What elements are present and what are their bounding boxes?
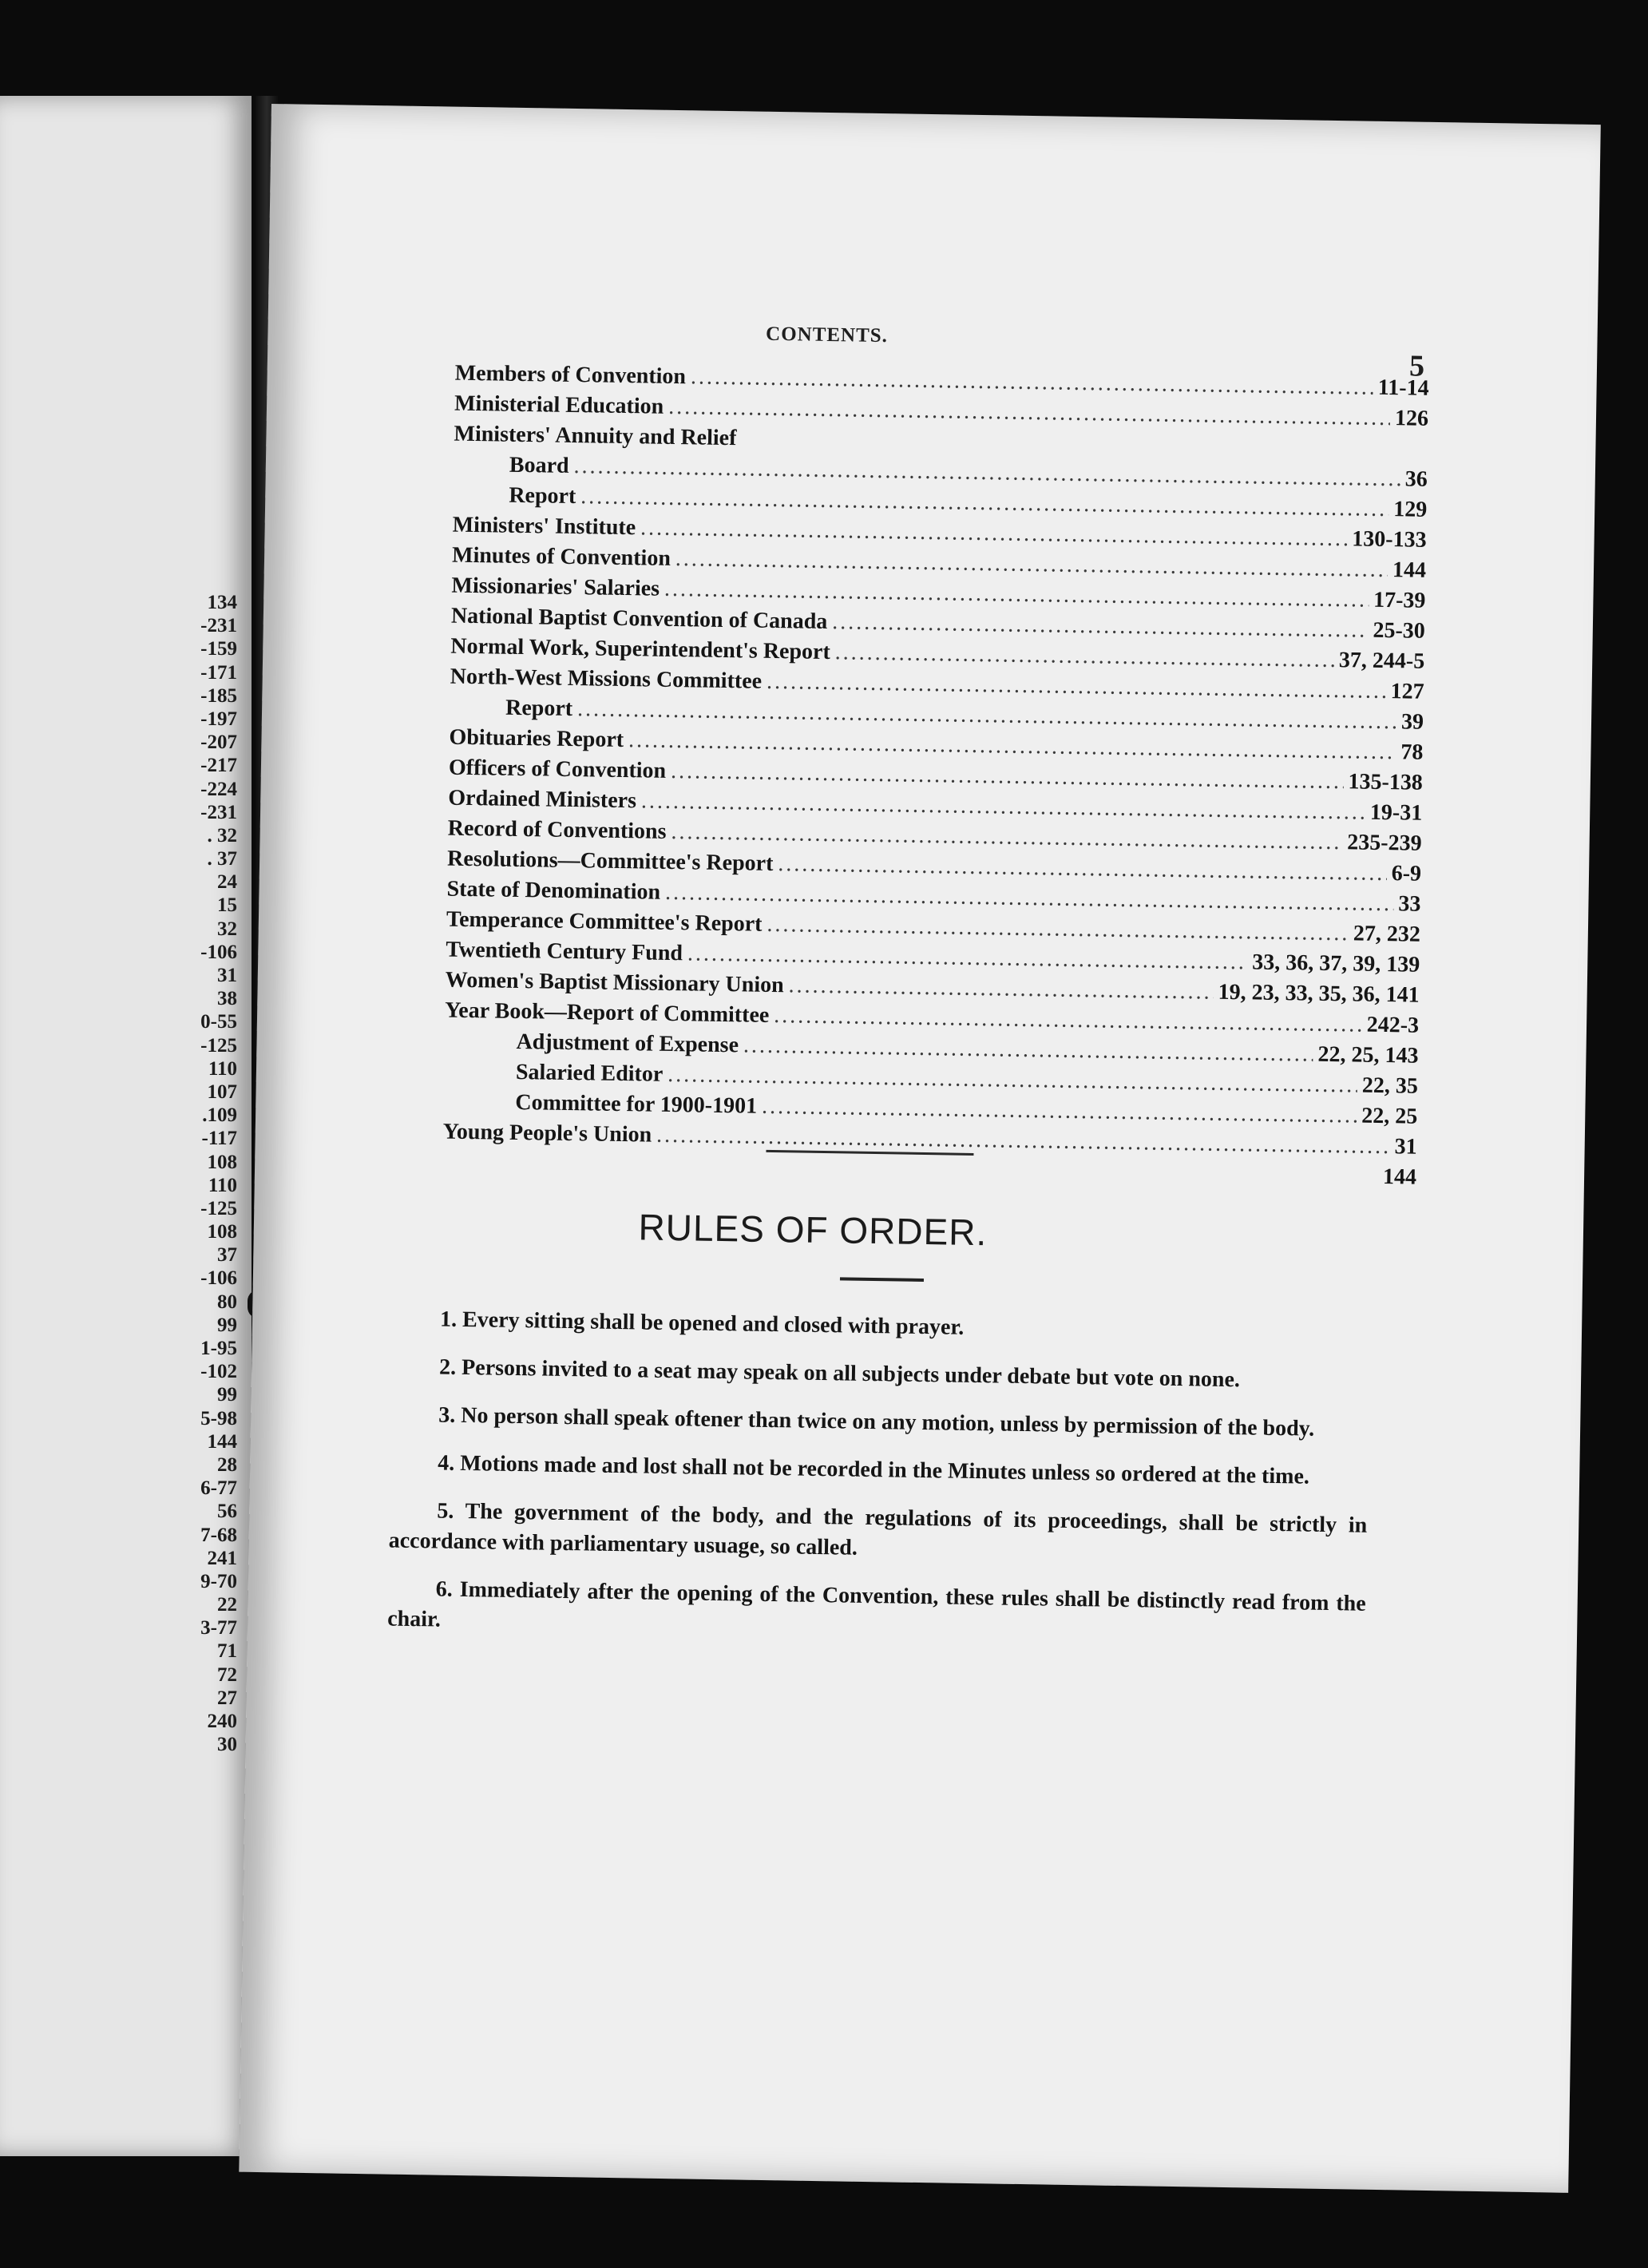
rule-item: 6. Immediately after the opening of the Convention, these rules shall be distinctly read from the chair. [386,1576,1366,1632]
page-ref-number: 3-77 [200,1617,237,1640]
page-ref-number: -231 [200,801,237,823]
toc-entry-pages: 19, 23, 33, 35, 36, 141 [1218,979,1420,1008]
toc-entry-pages: 39 [1400,709,1424,735]
rule-item: 1. Every sitting shall be opened and closed with prayer. [439,1306,965,1340]
toc-entry-pages: 127 [1390,679,1424,704]
toc-entry-pages: 25-30 [1373,617,1426,644]
page-ref-number: -231 [200,615,237,637]
page-ref-number: 1-95 [200,1338,237,1359]
toc-entry-pages: 126 [1394,406,1429,431]
toc-entry-label: Adjustment of Expense [516,1029,739,1058]
page-ref-number: 241 [207,1547,237,1569]
page-ref-number: . 32 [207,824,237,847]
page-ref-number: -125 [200,1197,237,1219]
page-ref-number: -159 [200,638,237,660]
page-ref-number: 108 [207,1221,237,1243]
page-ref-number: 144 [207,1430,237,1453]
toc-entry-label: Members of Convention [454,360,687,390]
toc-entry-label: Young People's Union [442,1119,652,1148]
toc-entry-pages: 33, 36, 37, 39, 139 [1252,950,1420,977]
toc-entry-pages: 19-31 [1369,799,1423,826]
page-ref-number: -217 [200,755,237,777]
page-header: CONTENTS. [765,323,889,347]
toc-entry-pages: 235-239 [1347,830,1422,856]
page-ref-number: 107 [207,1080,237,1103]
toc-entry-pages: 242-3 [1366,1012,1420,1038]
page-ref-number: 0-55 [200,1011,237,1033]
toc-entry-pages: 31 [1394,1134,1417,1160]
page-ref-number: 31 [217,965,237,986]
page-ref-number: -106 [200,1267,237,1290]
toc-entry-label: Ordained Ministers [448,785,637,814]
rule-item: 5. The government of the body, and the regulations of its proceedings, shall be strictly in accordance with parliamentary usuage, so called. [388,1498,1368,1560]
page-ref-number: 22 [217,1594,237,1616]
toc-entry-label: Salaried Editor [515,1059,664,1087]
page-ref-number: -185 [200,684,237,707]
page-ref-number: -106 [200,941,237,963]
page-ref-number: 56 [217,1501,237,1523]
toc-entry-label: State of Denomination [446,876,661,905]
page-ref-number: 9-70 [200,1570,237,1592]
page-ref-number: -171 [200,661,237,684]
page-ref-number: 99 [217,1314,237,1336]
toc-entry-label: Officers of Convention [448,755,667,783]
page-ref-number: 27 [217,1687,237,1709]
page-ref-number: 108 [207,1151,237,1173]
toc-entry-pages: 27, 232 [1353,921,1421,947]
previous-page-edge [0,96,252,2156]
toc-entry-pages: 36 [1404,466,1428,492]
toc-entry-label: Board [509,452,569,478]
page-ref-number: 134 [207,592,237,613]
page-ref-number: 110 [208,1057,237,1080]
toc-entry-pages: 78 [1400,739,1424,765]
toc-entry-label: Normal Work, Superintendent's Report [450,633,831,665]
page-ref-number: .109 [202,1104,237,1127]
page-ref-number: 15 [217,894,237,917]
page-ref-number: -207 [200,732,237,754]
toc-entry-label: Report [509,482,576,510]
previous-page-numbers [141,591,237,1756]
page-number: 5 [1408,349,1425,383]
page-ref-number: 80 [217,1291,237,1313]
toc-entry-label: Resolutions—Committee's Report [446,846,774,876]
toc-entry-pages: 22, 25 [1361,1103,1418,1129]
toc-entry-label: Ministers' Institute [452,512,636,541]
section-title: RULES OF ORDER. [638,1206,988,1254]
toc-entry-label: Report [505,695,573,722]
rule-item: 4. Motions made and lost shall not be recorded in the Minutes unless so ordered at the time. [438,1450,1310,1489]
page-ref-number: 110 [208,1174,237,1196]
toc-entry-label: Ministerial Education [454,391,664,419]
page-ref-number: -125 [200,1034,237,1057]
toc-entry-pages: 135-138 [1348,769,1424,795]
page-ref-number: -224 [200,778,237,800]
toc-entry-pages: 11-14 [1377,375,1429,401]
page-ref-number: -102 [200,1361,237,1383]
toc-entry-label: Minutes of Convention [451,542,671,571]
page-ref-number: 6-77 [200,1477,237,1500]
rule-item: 3. No person shall speak oftener than twice on any motion, unless by permission of the body. [438,1402,1315,1441]
page-ref-number: 24 [217,871,237,894]
toc-entry-pages: 130-133 [1352,526,1427,553]
page-ref-number: 32 [217,918,237,940]
page-ref-number: . 37 [207,848,237,870]
toc-entry-label: National Baptist Convention of Canada [450,603,828,635]
page-ref-number: -197 [200,708,237,730]
toc-entry-label: Ministers' Annuity and Relief [454,421,737,451]
toc-entry-label: Committee for 1900-1901 [515,1089,758,1119]
table-of-contents [442,359,1429,1193]
page-ref-number: 72 [217,1663,237,1686]
toc-entry-label: Obituaries Report [449,724,624,753]
toc-entry-pages: 37, 244-5 [1338,648,1425,674]
page-ref-number: 28 [217,1453,237,1476]
toc-entry-label: Year Book—Report of Committee [444,997,770,1028]
toc-entry-label: Record of Conventions [447,815,667,844]
toc-entry-pages: 33 [1398,891,1421,917]
toc-entry-label: Missionaries' Salaries [451,573,660,601]
page-ref-number: 37 [217,1244,237,1267]
page-ref-number: 71 [217,1640,237,1663]
page-ref-number: 38 [217,988,237,1010]
rules-list [387,1304,1371,1667]
toc-entry-pages: 17-39 [1373,587,1426,613]
toc-entry-pages: 144 [1382,1164,1417,1190]
document-page [239,104,1600,2193]
page-ref-number: 240 [207,1711,237,1732]
toc-entry-pages: 144 [1392,557,1427,583]
toc-entry-pages: 129 [1392,497,1428,522]
page-ref-number: 99 [217,1384,237,1406]
toc-entry-pages: 6-9 [1391,861,1422,886]
toc-entry-label: Twentieth Century Fund [446,937,683,966]
toc-entry-label: Women's Baptist Missionary Union [445,967,784,998]
toc-entry-pages: 22, 35 [1361,1073,1419,1099]
rule-item: 2. Persons invited to a seat may speak on all subjects under debate but vote on none. [438,1354,1241,1393]
toc-entry-label: Temperance Committee's Report [446,906,763,937]
toc-entry-pages: 22, 25, 143 [1317,1041,1419,1069]
title-underline [840,1277,924,1282]
page-ref-number: 30 [217,1734,237,1756]
toc-entry-label: North-West Missions Committee [450,664,763,694]
page-ref-number: 5-98 [200,1407,237,1429]
page-ref-number: 7-68 [200,1524,237,1546]
page-ref-number: -117 [201,1128,237,1150]
